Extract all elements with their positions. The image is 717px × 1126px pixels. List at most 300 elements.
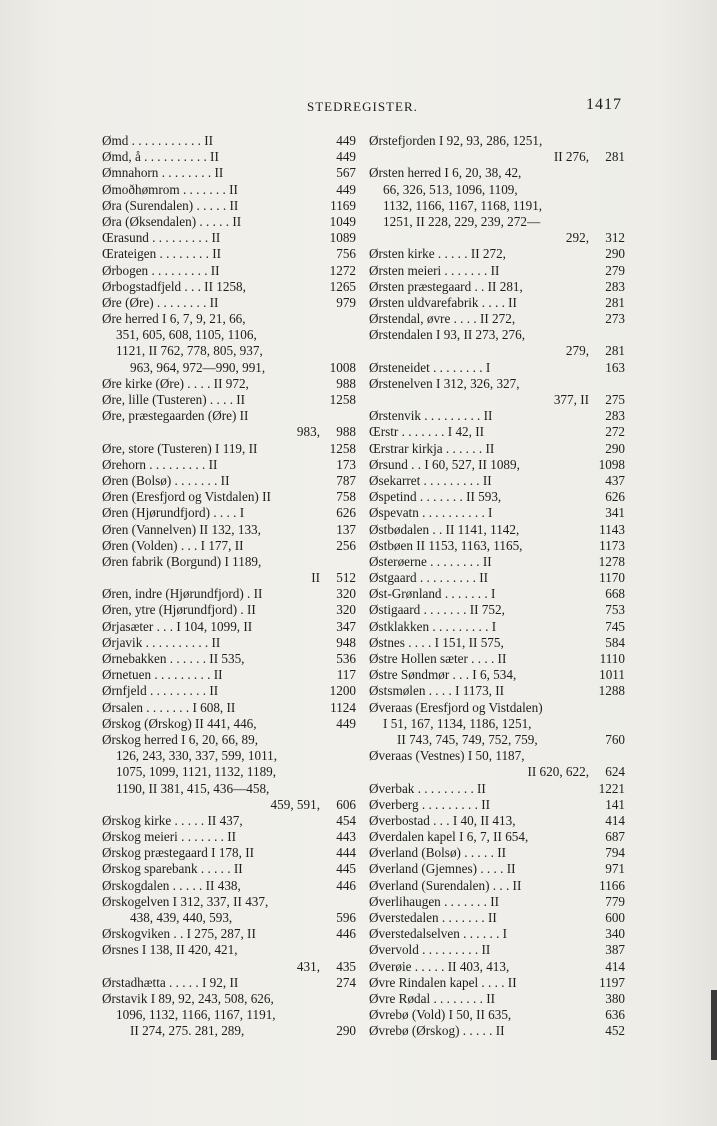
entry-text: 431,	[296, 958, 320, 974]
index-entry-line	[369, 570, 625, 586]
entry-page-ref: 281	[605, 343, 625, 359]
index-entry-line	[369, 619, 625, 635]
index-entry-line	[369, 505, 625, 521]
entry-text: Øverland (Gjemnes) . . . . II	[369, 861, 516, 877]
index-entry-line	[102, 861, 356, 877]
entry-page-ref: 449	[336, 181, 356, 197]
entry-text: Ørsten herred I 6, 20, 38, 42,	[369, 165, 522, 181]
index-entry-line	[102, 797, 356, 813]
entry-text: 983,	[296, 424, 320, 440]
index-entry-line	[102, 165, 356, 181]
index-entry-line	[102, 1007, 356, 1023]
entry-text: Ørskog kirke . . . . . II 437,	[102, 812, 243, 828]
entry-text: Øverlihaugen . . . . . . . II	[369, 893, 500, 909]
entry-text: Ørstendalen I 93, II 273, 276,	[369, 327, 526, 343]
entry-page-ref: 758	[336, 489, 356, 505]
entry-text: 66, 326, 513, 1096, 1109,	[383, 181, 518, 197]
entry-page-ref: 173	[336, 456, 356, 472]
entry-page-ref: 279	[605, 262, 625, 278]
entry-page-ref: 1288	[598, 683, 625, 699]
entry-text: Ørnetuen . . . . . . . . . II	[102, 667, 223, 683]
entry-text: Øverstedalselven . . . . . . I	[369, 926, 508, 942]
entry-text: 126, 243, 330, 337, 599, 1011,	[116, 748, 278, 764]
index-entry-line	[102, 441, 356, 457]
index-entry-line	[369, 781, 625, 797]
entry-page-ref: 272	[605, 424, 625, 440]
entry-page-ref: 1143	[599, 521, 625, 537]
entry-text: Øsekarret . . . . . . . . . II	[369, 472, 492, 488]
entry-text: 279,	[565, 343, 589, 359]
entry-text: Ørsund . . I 60, 527, II 1089,	[369, 456, 520, 472]
index-entry-line	[369, 861, 625, 877]
entry-page-ref: 281	[605, 294, 625, 310]
entry-page-ref: 1265	[329, 278, 356, 294]
entry-text: Øra (Øksendalen) . . . . . II	[102, 213, 242, 229]
entry-page-ref: 1221	[598, 780, 625, 796]
entry-text: Øverstedalen . . . . . . . II	[369, 910, 497, 925]
entry-page-ref: 435	[336, 958, 356, 974]
entry-text: 459, 591,	[270, 796, 320, 812]
entry-page-ref: 452	[605, 1023, 625, 1039]
entry-text: Ørnebakken . . . . . . II 535,	[102, 651, 245, 666]
entry-page-ref: 971	[605, 861, 625, 877]
page-edge-shadow	[711, 990, 717, 1060]
entry-page-ref: 1124	[330, 699, 356, 715]
index-entry-line	[369, 376, 625, 392]
index-entry-line	[102, 635, 356, 651]
entry-text: 1121, II 762, 778, 805, 937,	[116, 343, 263, 359]
entry-page-ref: 414	[605, 812, 625, 828]
index-entry-line	[369, 975, 625, 991]
entry-text: Ørstenvik . . . . . . . . . II	[369, 408, 493, 424]
entry-page-ref: 290	[336, 1023, 356, 1039]
entry-text: Øst-Grønland . . . . . . . I	[369, 586, 496, 602]
index-entry-line	[369, 165, 625, 181]
entry-page-ref: 687	[605, 829, 625, 845]
entry-text: Ørsten uldvarefabrik . . . . II	[369, 294, 517, 310]
entry-page-ref: 979	[336, 294, 356, 310]
entry-text: Ørstendal, øvre . . . . II 272,	[369, 311, 516, 327]
entry-text: Ørbogen . . . . . . . . . II	[102, 262, 220, 278]
entry-page-ref: 141	[605, 796, 625, 812]
entry-text: Øverbak . . . . . . . . . II	[369, 780, 486, 796]
index-entry-line	[369, 894, 625, 910]
entry-text: Øra (Surendalen) . . . . . II	[102, 197, 239, 213]
index-entry-line	[102, 602, 356, 618]
entry-text: Ørjasæter . . . I 104, 1099, II	[102, 618, 253, 634]
entry-text: Ørsalen . . . . . . . I 608, II	[102, 699, 236, 715]
entry-page-ref: 446	[336, 926, 356, 942]
index-entry-line	[369, 602, 625, 618]
index-entry-line	[369, 586, 625, 602]
entry-page-ref: 1258	[329, 440, 356, 456]
entry-text: 377, II	[553, 392, 589, 407]
index-entry-line	[102, 263, 356, 279]
index-entry-line	[102, 473, 356, 489]
entry-page-ref: 756	[336, 246, 356, 262]
entry-text: 963, 964, 972—990, 991,	[130, 359, 266, 375]
entry-page-ref: 787	[336, 472, 356, 488]
entry-page-ref: 320	[336, 602, 356, 618]
entry-text: 1096, 1132, 1166, 1167, 1191,	[116, 1007, 276, 1023]
entry-text: Œrasund . . . . . . . . . II	[102, 230, 221, 246]
entry-text: Ørstefjorden I 92, 93, 286, 1251,	[369, 133, 543, 148]
index-entry-line	[369, 878, 625, 894]
index-entry-line	[369, 635, 625, 651]
entry-text: Øren (Hjørundfjord) . . . . I	[102, 505, 245, 521]
index-entry-line	[102, 360, 356, 376]
index-entry-line	[102, 878, 356, 894]
entry-page-ref: 1089	[329, 230, 356, 246]
entry-page-ref: 567	[336, 165, 356, 181]
entry-page-ref: 624	[605, 764, 625, 780]
entry-text: 1132, 1166, 1167, 1168, 1191,	[383, 197, 543, 213]
entry-page-ref: 312	[605, 230, 625, 246]
index-entry-line	[102, 716, 356, 732]
entry-text: Ørnfjeld . . . . . . . . . II	[102, 683, 219, 699]
entry-text: Øverland (Bolsø) . . . . . II	[369, 845, 506, 861]
index-entry-line	[369, 214, 625, 230]
entry-text: Øren (Eresfjord og Vistdalen) II	[102, 489, 271, 505]
entry-text: Ørskogviken . . I 275, 287, II	[102, 926, 256, 942]
entry-text: Œrstrar kirkja . . . . . . II	[369, 440, 495, 456]
entry-text: Ømd . . . . . . . . . . . II	[102, 133, 213, 148]
entry-page-ref: 380	[605, 990, 625, 1006]
entry-text: Østgaard . . . . . . . . . II	[369, 570, 489, 586]
index-entry-line	[369, 246, 625, 262]
entry-page-ref: 449	[336, 133, 356, 148]
index-entry-line	[369, 327, 625, 343]
entry-page-ref: 1098	[598, 456, 625, 472]
entry-page-ref: 274	[336, 974, 356, 990]
index-entry-line	[369, 489, 625, 505]
entry-text: Øren, indre (Hjørundfjord) . II	[102, 586, 263, 602]
entry-text: Øverdalen kapel I 6, 7, II 654,	[369, 829, 529, 845]
entry-page-ref: 1110	[599, 651, 625, 666]
entry-text: Øren (Volden) . . . I 177, II	[102, 537, 244, 553]
entry-text: Øre (Øre) . . . . . . . . II	[102, 294, 219, 310]
entry-page-ref: 137	[336, 521, 356, 537]
entry-text: Ørehorn . . . . . . . . . II	[102, 456, 218, 472]
entry-page-ref: 1170	[599, 570, 625, 586]
entry-page-ref: 668	[605, 586, 625, 602]
entry-text: Ørsnes I 138, II 420, 421,	[102, 942, 238, 958]
entry-page-ref: 988	[336, 375, 356, 391]
index-entry-line	[102, 651, 356, 667]
index-entry-line	[369, 1007, 625, 1023]
entry-page-ref: 444	[336, 845, 356, 861]
entry-text: Ørsten præstegaard . . II 281,	[369, 278, 523, 294]
index-entry-line	[369, 263, 625, 279]
entry-text: Østsmølen . . . . I 1173, II	[369, 683, 505, 699]
entry-page-ref: 454	[336, 812, 356, 828]
entry-page-ref: 340	[605, 926, 625, 942]
entry-page-ref: 536	[336, 651, 356, 666]
entry-page-ref: 437	[605, 472, 625, 488]
entry-page-ref: 283	[605, 278, 625, 294]
index-entry-line	[102, 279, 356, 295]
index-column-left	[102, 133, 356, 1040]
index-entry-line	[369, 133, 625, 149]
entry-text: Øvre Rødal . . . . . . . . II	[369, 990, 495, 1006]
entry-page-ref: 1258	[329, 392, 356, 407]
index-entry-line	[369, 360, 625, 376]
index-entry-line	[369, 230, 625, 246]
entry-text: 1251, II 228, 229, 239, 272—	[383, 213, 541, 229]
entry-page-ref: 1166	[599, 877, 625, 893]
index-entry-line	[102, 1023, 356, 1039]
entry-text: II 274, 275. 281, 289,	[130, 1023, 245, 1039]
index-entry-line	[102, 991, 356, 1007]
entry-text: II 276,	[553, 149, 589, 165]
entry-page-ref: 760	[605, 731, 625, 747]
entry-text: Œrateigen . . . . . . . . II	[102, 246, 222, 262]
index-entry-line	[369, 441, 625, 457]
index-entry-line	[369, 279, 625, 295]
index-entry-line	[102, 408, 356, 424]
index-entry-line	[369, 392, 625, 408]
index-entry-line	[369, 1023, 625, 1039]
entry-text: Øverøie . . . . . II 403, 413,	[369, 958, 510, 974]
entry-page-ref: 1011	[599, 667, 625, 683]
index-entry-line	[369, 764, 625, 780]
index-entry-line	[102, 926, 356, 942]
entry-page-ref: 443	[336, 829, 356, 845]
entry-text: Østre Hollen sæter . . . . II	[369, 651, 507, 666]
entry-page-ref: 341	[605, 505, 625, 521]
entry-text: Øren (Vannelven) II 132, 133,	[102, 521, 261, 537]
entry-text: Østnes . . . . I 151, II 575,	[369, 634, 504, 650]
index-entry-line	[102, 311, 356, 327]
entry-page-ref: 636	[605, 1007, 625, 1023]
entry-text: Østerøerne . . . . . . . . II	[369, 553, 492, 569]
entry-text: Østre Søndmør . . . I 6, 534,	[369, 667, 517, 683]
entry-text: Øvrebø (Vold) I 50, II 635,	[369, 1007, 512, 1023]
index-entry-line	[369, 700, 625, 716]
entry-text: Ørskogdalen . . . . . II 438,	[102, 877, 241, 893]
index-entry-line	[102, 942, 356, 958]
index-entry-line	[102, 246, 356, 262]
index-entry-line	[102, 343, 356, 359]
entry-text: Øre, lille (Tusteren) . . . . II	[102, 392, 246, 407]
entry-text: Østigaard . . . . . . . II 752,	[369, 602, 505, 618]
entry-page-ref: 1200	[329, 683, 356, 699]
index-entry-line	[102, 182, 356, 198]
index-entry-line	[369, 748, 625, 764]
index-entry-line	[369, 910, 625, 926]
entry-page-ref: 445	[336, 861, 356, 877]
entry-page-ref: 320	[336, 586, 356, 602]
entry-text: Øvrebø (Ørskog) . . . . . II	[369, 1023, 505, 1039]
index-entry-line	[369, 149, 625, 165]
entry-page-ref: 606	[336, 796, 356, 812]
index-column-right	[369, 133, 625, 1040]
entry-page-ref: 779	[605, 893, 625, 909]
entry-page-ref: 1278	[598, 553, 625, 569]
index-entry-line	[102, 522, 356, 538]
entry-text: Øre herred I 6, 7, 9, 21, 66,	[102, 311, 246, 327]
index-entry-line	[369, 554, 625, 570]
entry-page-ref: 988	[336, 424, 356, 440]
page-number: 1417	[586, 96, 622, 113]
running-header: STEDREGISTER.	[307, 99, 418, 114]
entry-text: Ørskog meieri . . . . . . . II	[102, 829, 237, 845]
entry-text: 1190, II 381, 415, 436—458,	[116, 780, 270, 796]
entry-text: Østklakken . . . . . . . . . I	[369, 618, 497, 634]
entry-page-ref: 275	[605, 392, 625, 407]
entry-page-ref: 794	[605, 845, 625, 861]
index-entry-line	[369, 926, 625, 942]
entry-page-ref: 626	[336, 505, 356, 521]
entry-text: 1075, 1099, 1121, 1132, 1189,	[116, 764, 277, 780]
entry-page-ref: 596	[336, 910, 356, 925]
index-entry-line	[102, 554, 356, 570]
entry-page-ref: 347	[336, 618, 356, 634]
index-entry-line	[369, 457, 625, 473]
entry-page-ref: 281	[605, 149, 625, 165]
index-entry-line	[102, 683, 356, 699]
index-entry-line	[102, 392, 356, 408]
entry-text: Øre kirke (Øre) . . . . II 972,	[102, 375, 249, 391]
index-entry-line	[102, 538, 356, 554]
entry-text: II	[311, 570, 320, 586]
entry-page-ref: 1272	[329, 262, 356, 278]
entry-text: Ørskog herred I 6, 20, 66, 89,	[102, 731, 259, 747]
index-entry-line	[369, 343, 625, 359]
index-entry-line	[102, 910, 356, 926]
entry-text: Ørstenelven I 312, 326, 327,	[369, 375, 520, 391]
index-entry-line	[102, 829, 356, 845]
index-entry-line	[369, 522, 625, 538]
index-entry-line	[102, 781, 356, 797]
entry-text: Øveraas (Vestnes) I 50, 1187,	[369, 748, 525, 764]
entry-page-ref: 948	[336, 634, 356, 650]
index-entry-line	[102, 667, 356, 683]
entry-text: II 620, 622,	[527, 764, 589, 780]
entry-page-ref: 256	[336, 537, 356, 553]
index-entry-line	[102, 376, 356, 392]
entry-page-ref: 117	[336, 667, 356, 683]
entry-page-ref: 290	[605, 440, 625, 456]
entry-text: Øverberg . . . . . . . . . II	[369, 796, 490, 812]
index-entry-line	[102, 959, 356, 975]
entry-text: Ørsten meieri . . . . . . . II	[369, 262, 500, 278]
index-entry-line	[102, 570, 356, 586]
entry-text: Ørsten kirke . . . . . II 272,	[369, 246, 506, 262]
index-entry-line	[369, 667, 625, 683]
entry-text: 438, 439, 440, 593,	[130, 910, 233, 925]
index-entry-line	[369, 295, 625, 311]
entry-page-ref: 600	[605, 910, 625, 925]
entry-text: Øveraas (Eresfjord og Vistdalen)	[369, 699, 543, 715]
entry-page-ref: 283	[605, 408, 625, 424]
index-entry-line	[369, 991, 625, 1007]
index-entry-line	[102, 133, 356, 149]
entry-text: I 51, 167, 1134, 1186, 1251,	[383, 715, 532, 731]
index-entry-line	[369, 198, 625, 214]
entry-text: Øren fabrik (Borgund) I 1189,	[102, 553, 262, 569]
entry-text: Ørskogelven I 312, 337, II 437,	[102, 893, 269, 909]
entry-text: Ømd, å . . . . . . . . . . II	[102, 149, 219, 165]
entry-text: Ørstavik I 89, 92, 243, 508, 626,	[102, 990, 274, 1006]
index-entry-line	[369, 942, 625, 958]
index-entry-line	[102, 295, 356, 311]
entry-text: Ømnahorn . . . . . . . . II	[102, 165, 224, 181]
index-entry-line	[102, 700, 356, 716]
index-entry-line	[102, 505, 356, 521]
index-entry-line	[369, 732, 625, 748]
index-entry-line	[369, 651, 625, 667]
entry-text: Øverbostad . . . I 40, II 413,	[369, 812, 516, 828]
index-entry-line	[102, 845, 356, 861]
entry-text: Ørbogstadfjeld . . . II 1258,	[102, 278, 246, 294]
entry-page-ref: 414	[605, 958, 625, 974]
entry-text: Ørstadhætta . . . . . I 92, II	[102, 974, 239, 990]
index-entry-line	[369, 813, 625, 829]
entry-text: Øre, store (Tusteren) I 119, II	[102, 440, 258, 456]
entry-page-ref: 512	[336, 570, 356, 586]
index-entry-line	[369, 538, 625, 554]
entry-page-ref: 626	[605, 489, 625, 505]
entry-text: Østbøen II 1153, 1163, 1165,	[369, 537, 523, 553]
entry-text: Ømoðhømrom . . . . . . . II	[102, 181, 238, 197]
entry-text: Øvervold . . . . . . . . . II	[369, 942, 491, 958]
index-entry-line	[369, 311, 625, 327]
index-entry-line	[102, 586, 356, 602]
index-entry-line	[102, 149, 356, 165]
entry-text: Øspetind . . . . . . . II 593,	[369, 489, 502, 505]
entry-text: Øverland (Surendalen) . . . II	[369, 877, 522, 893]
entry-page-ref: 584	[605, 634, 625, 650]
entry-text: Ørskog sparebank . . . . . II	[102, 861, 243, 877]
entry-text: Øvre Rindalen kapel . . . . II	[369, 974, 517, 990]
index-entry-line	[102, 813, 356, 829]
index-entry-line	[102, 975, 356, 991]
index-entry-line	[102, 619, 356, 635]
index-entry-line	[369, 424, 625, 440]
entry-text: Ørskog præstegaard I 178, II	[102, 845, 254, 861]
entry-page-ref: 449	[336, 149, 356, 165]
index-entry-line	[369, 182, 625, 198]
entry-text: II 743, 745, 749, 752, 759,	[397, 731, 538, 747]
entry-text: Øren, ytre (Hjørundfjord) . II	[102, 602, 256, 618]
entry-page-ref: 273	[605, 311, 625, 327]
index-entry-line	[102, 764, 356, 780]
entry-page-ref: 449	[336, 715, 356, 731]
entry-page-ref: 290	[605, 246, 625, 262]
index-entry-line	[102, 424, 356, 440]
entry-text: Ørskog (Ørskog) II 441, 446,	[102, 715, 257, 731]
index-entry-line	[369, 716, 625, 732]
index-entry-line	[369, 959, 625, 975]
index-entry-line	[102, 230, 356, 246]
index-entry-line	[102, 732, 356, 748]
index-entry-line	[369, 683, 625, 699]
index-entry-line	[369, 797, 625, 813]
entry-text: Ørjavik . . . . . . . . . . II	[102, 634, 221, 650]
index-entry-line	[369, 845, 625, 861]
entry-page-ref: 1173	[599, 537, 625, 553]
entry-text: Østbødalen . . II 1141, 1142,	[369, 521, 520, 537]
entry-text: Øren (Bolsø) . . . . . . . II	[102, 472, 230, 488]
entry-page-ref: 1008	[329, 359, 356, 375]
entry-page-ref: 387	[605, 942, 625, 958]
entry-page-ref: 1049	[329, 213, 356, 229]
entry-text: Øspevatn . . . . . . . . . . I	[369, 505, 493, 521]
index-entry-line	[102, 457, 356, 473]
entry-text: 292,	[565, 230, 589, 246]
entry-page-ref: 446	[336, 877, 356, 893]
